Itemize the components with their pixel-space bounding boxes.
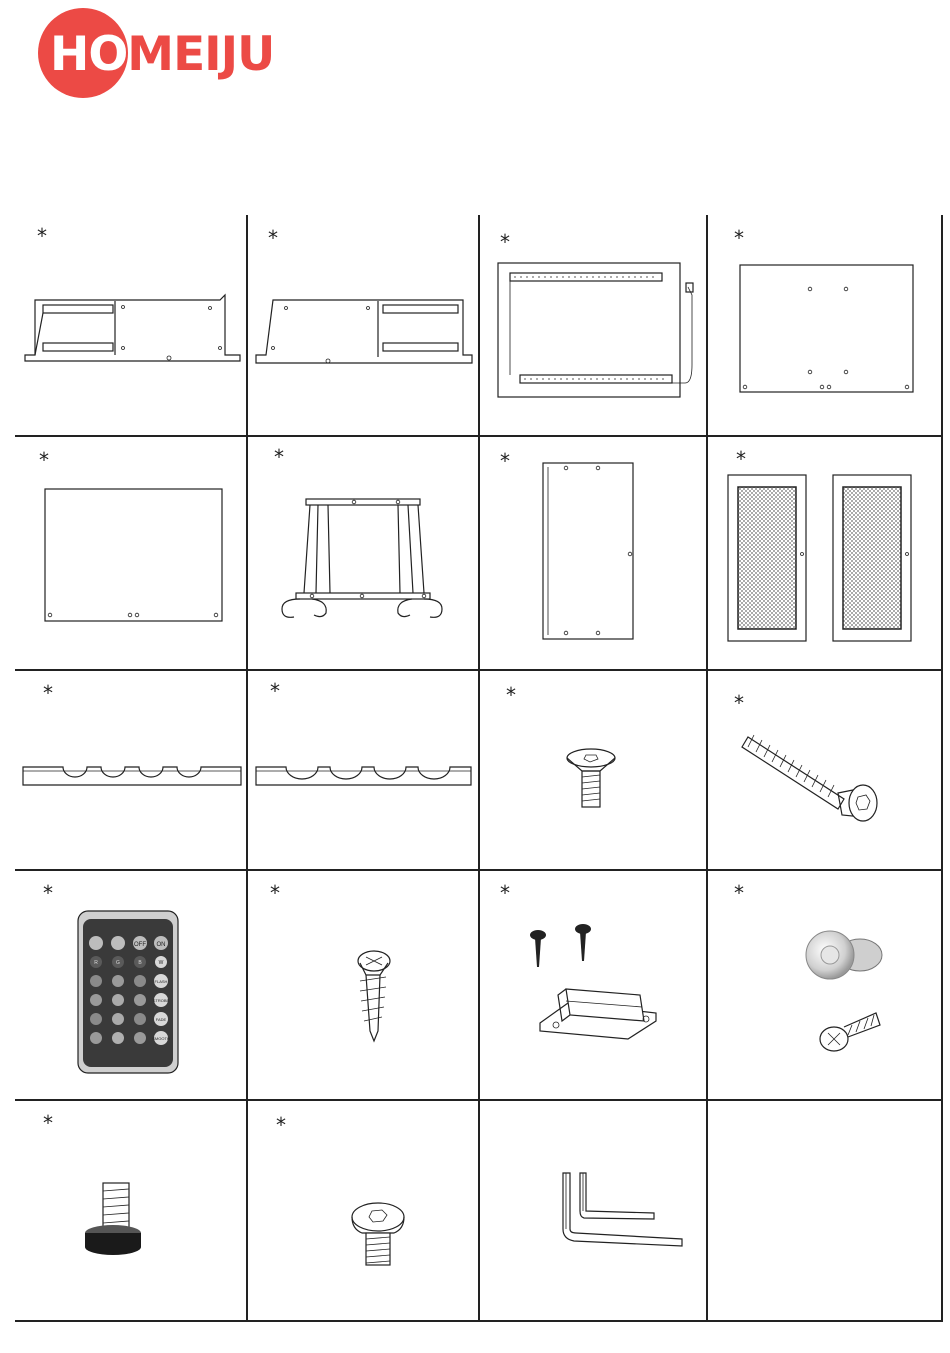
logo-text — [50, 27, 275, 82]
part-cell-empty-slot — [708, 1101, 943, 1322]
part-marker: * — [268, 226, 278, 250]
part-marker: * — [43, 881, 53, 905]
part-marker: * — [734, 691, 744, 715]
part-marker: * — [736, 447, 746, 471]
remote-on-label: ON — [156, 942, 166, 948]
remote-g-label: G — [116, 960, 120, 966]
brand-logo — [38, 8, 288, 102]
allen-keys-drawing — [480, 1101, 706, 1320]
long-hex-bolt-drawing — [708, 671, 941, 869]
remote-smooth-label: SMOOTH — [152, 1036, 170, 1041]
remote-w-label: W — [158, 960, 164, 966]
remote-fade-label: FADE — [155, 1017, 167, 1022]
part-marker: * — [43, 681, 53, 705]
button-head-bolt-drawing — [248, 1101, 478, 1320]
part-marker: * — [276, 1113, 286, 1137]
bottom-panel-drawing — [15, 437, 246, 669]
remote-b-label: B — [138, 960, 142, 966]
part-cell-leveling-foot — [15, 1101, 248, 1322]
part-cell-remote-control — [15, 871, 248, 1101]
part-marker: * — [270, 679, 280, 703]
top-panel-drawing — [708, 215, 941, 435]
part-cell-led-light-panel — [480, 215, 708, 437]
part-cell-bottom-panel — [15, 437, 248, 671]
led-light-panel-drawing — [480, 215, 706, 435]
parts-grid — [15, 215, 943, 1322]
side-panel-drawing — [480, 437, 706, 669]
part-cell-right-frame-panel — [248, 215, 480, 437]
part-cell-top-panel — [708, 215, 943, 437]
part-marker: * — [270, 881, 280, 905]
remote-strobe-label: STROBE — [152, 998, 170, 1003]
part-marker: * — [37, 224, 47, 248]
wood-screw-drawing — [248, 871, 478, 1099]
part-marker: * — [274, 445, 284, 469]
part-marker: * — [734, 226, 744, 250]
part-marker: * — [500, 881, 510, 905]
metal-stand-frame-drawing — [248, 437, 478, 669]
part-marker: * — [43, 1111, 53, 1135]
part-cell-bottle-rail-small — [15, 671, 248, 871]
part-cell-allen-keys — [480, 1101, 708, 1322]
bottle-rail-small-drawing — [15, 671, 246, 869]
part-marker: * — [500, 230, 510, 254]
knob-and-screw-drawing — [708, 871, 941, 1099]
part-cell-flat-head-bolt — [480, 671, 708, 871]
part-cell-side-panel — [480, 437, 708, 671]
part-cell-bottle-rail-large — [248, 671, 480, 871]
remote-r-label: R — [94, 960, 98, 966]
remote-off-label: OFF — [134, 942, 146, 948]
part-marker: * — [506, 683, 516, 707]
left-frame-panel-drawing — [15, 215, 246, 435]
flat-head-bolt-drawing — [480, 671, 706, 869]
logo-text-part-a: HO — [50, 27, 128, 82]
part-cell-mesh-doors — [708, 437, 943, 671]
part-cell-metal-stand-frame — [248, 437, 480, 671]
logo-text-part-b: MEIJU — [127, 27, 275, 82]
part-cell-long-hex-bolt — [708, 671, 943, 871]
right-frame-panel-drawing — [248, 215, 478, 435]
bottle-rail-large-drawing — [248, 671, 478, 869]
magnetic-catch-set-drawing — [480, 871, 706, 1099]
part-marker: * — [39, 448, 49, 472]
part-cell-magnetic-catch-set — [480, 871, 708, 1101]
part-marker: * — [500, 449, 510, 473]
leveling-foot-drawing — [15, 1101, 246, 1320]
part-marker: * — [734, 881, 744, 905]
mesh-doors-drawing — [708, 437, 941, 669]
part-cell-knob-and-screw — [708, 871, 943, 1101]
part-cell-wood-screw — [248, 871, 480, 1101]
remote-control-drawing — [15, 871, 246, 1099]
remote-flash-label: FLASH — [154, 979, 168, 984]
part-cell-button-head-bolt — [248, 1101, 480, 1322]
part-cell-left-frame-panel — [15, 215, 248, 437]
